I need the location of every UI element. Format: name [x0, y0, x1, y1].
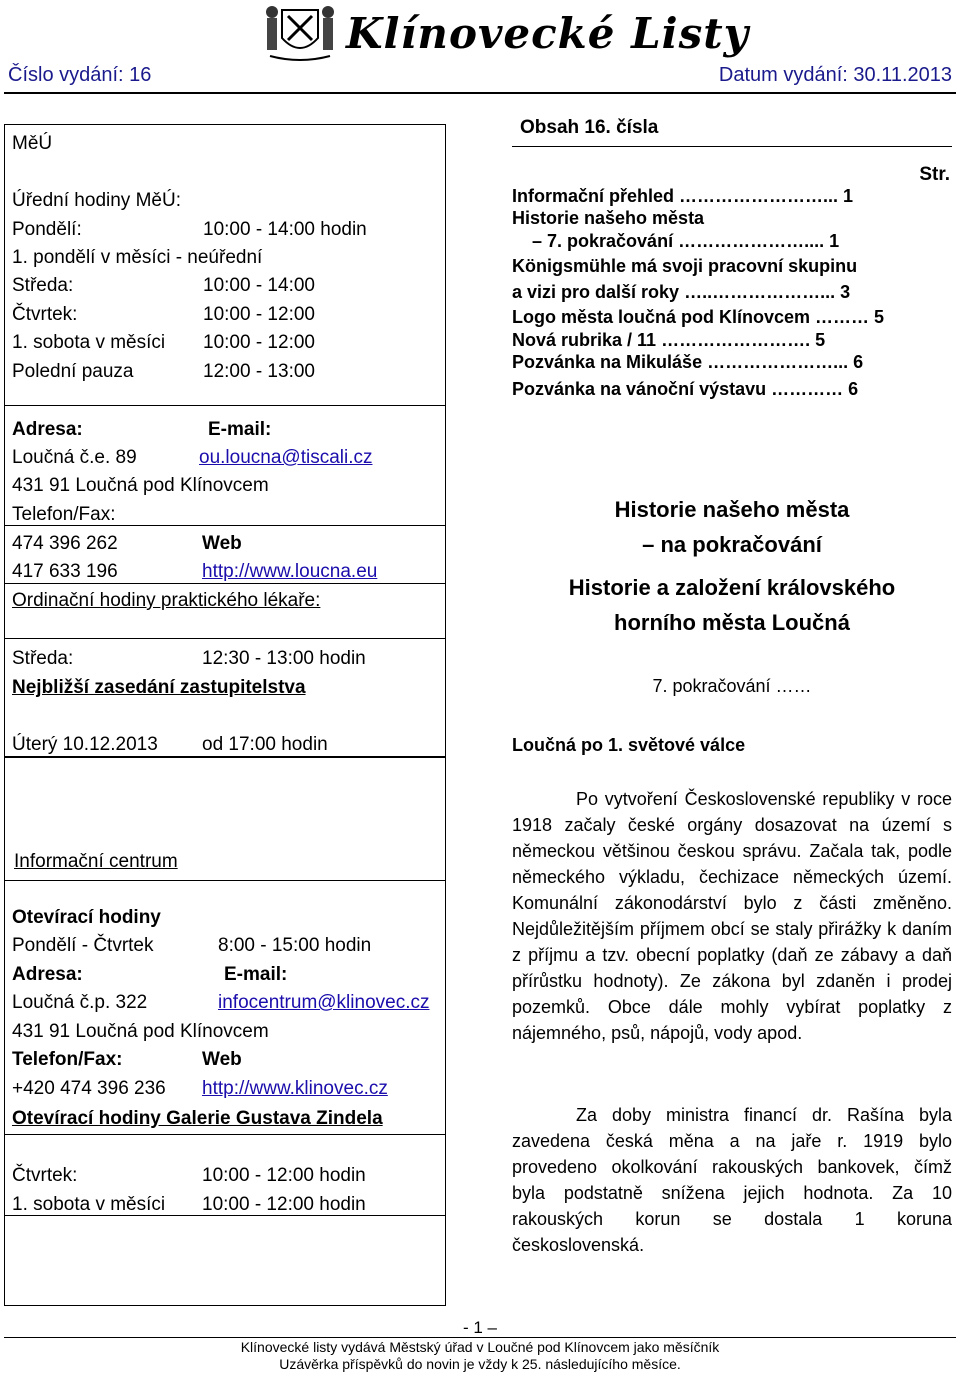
hours-time: 10:00 - 12:00	[203, 332, 315, 353]
info-email-label: E-mail:	[224, 964, 288, 985]
gallery-time: 10:00 - 12:00 hodin	[202, 1194, 366, 1215]
toc-title: Obsah 16. čísla	[520, 117, 659, 138]
gallery-day: Čtvrtek:	[12, 1165, 78, 1186]
office-hours-title: Úřední hodiny MěÚ:	[12, 190, 181, 211]
address-line2: 431 91 Loučná pod Klínovcem	[12, 475, 269, 496]
info-hours-title: Otevírací hodiny	[12, 907, 161, 928]
address-label: Adresa:	[12, 419, 83, 440]
web-link[interactable]: http://www.loucna.eu	[202, 561, 378, 582]
doctor-title: Ordinační hodiny praktického lékaře:	[12, 590, 321, 611]
info-email-link[interactable]: infocentrum@klinovec.cz	[218, 992, 430, 1013]
hours-day: Čtvrtek:	[12, 304, 78, 325]
footer-line: Klínovecké listy vydává Městský úřad v Loučné pod Klínovcem jako měsíčník	[240, 1339, 720, 1355]
info-phone-label: Telefon/Fax:	[12, 1049, 123, 1070]
hours-day: 1. sobota v měsíci	[12, 332, 166, 353]
toc-item[interactable]: Logo města loučná pod Klínovcem ……… 5	[512, 307, 885, 327]
article-heading: Historie našeho města	[614, 497, 850, 522]
gallery-time: 10:00 - 12:00 hodin	[202, 1165, 366, 1186]
phone1: 474 396 262	[12, 533, 118, 554]
issue-number: Číslo vydání: 16	[8, 64, 152, 86]
info-web-link[interactable]: http://www.klinovec.cz	[202, 1078, 388, 1099]
hours-day: Pondělí:	[12, 219, 82, 240]
header-rule	[4, 92, 956, 94]
toc-item[interactable]: Historie našeho města	[512, 208, 705, 228]
article-paragraph: Za doby ministra financí dr. Rašína byla zavedena česká měna a na jaře r. 1919 bylo provedeno okolkování rakouských bankovek, čímž byla podstatně snížena jejich hodnota. Za 10 rakouských korun se dostala 1 koruna československá.	[512, 1105, 952, 1255]
divider	[4, 525, 445, 526]
toc-item[interactable]: Informační přehled ……………………... 1	[512, 186, 854, 206]
article-subheading: horního města Loučná	[614, 610, 850, 635]
toc-item[interactable]: Pozvánka na Mikuláše …………………... 6	[512, 352, 864, 372]
coat-of-arms-logo	[262, 2, 338, 64]
doctor-day: Středa:	[12, 648, 74, 669]
toc-item[interactable]: Pozvánka na vánoční výstavu ………… 6	[512, 379, 859, 399]
hours-time: 12:00 - 13:00	[203, 361, 315, 382]
hours-time: 10:00 - 14:00 hodin	[203, 219, 367, 240]
article-paragraph: Po vytvoření Československé republiky v roce 1918 začaly české orgány dosazovat na území s německou většinou českou správu. Začala tak, podle německého výkladu, čechizace německých území. Komunální zákonodárství bylo z části změněno. Nejdůležitějším příjmem obcí se staly přirážky k daním z příjmu a tzv. obecní poplatky (daň ze zábavy a daň přírůstku hodnoty). Ze zákona byl zdaněn i prodej pozemků. Obce dále mohly vybírat poplatky z nájemného, psů, nápojů, vody apod.	[512, 789, 952, 1043]
address-line1: Loučná č.e. 89	[12, 447, 137, 468]
info-address-line2: 431 91 Loučná pod Klínovcem	[12, 1021, 269, 1042]
meeting-title: Nejbližší zasedání zastupitelstva	[12, 677, 306, 698]
page-number: - 1 –	[462, 1318, 498, 1337]
info-hours-day: Pondělí - Čtvrtek	[12, 935, 154, 956]
toc-item[interactable]: a vizi pro další roky …..………………... 3	[512, 282, 851, 302]
gallery-day: 1. sobota v měsíci	[12, 1194, 166, 1215]
article-subheading: Historie a založení královského	[568, 575, 896, 600]
hours-time: 10:00 - 12:00	[203, 304, 315, 325]
divider	[4, 638, 445, 639]
footer-rule	[4, 1337, 956, 1338]
divider	[4, 880, 445, 881]
toc-item[interactable]: Nová rubrika / 11 ……………………. 5	[512, 330, 826, 350]
doctor-time: 12:30 - 13:00 hodin	[202, 648, 366, 669]
divider	[4, 583, 445, 584]
phone2: 417 633 196	[12, 561, 118, 582]
toc-page-header: Str.	[919, 164, 950, 185]
newspaper-title: Klínovecké Listy	[346, 9, 750, 58]
toc-rule	[512, 146, 952, 147]
hours-day: Polední pauza	[12, 361, 134, 382]
email-link[interactable]: ou.loucna@tiscali.cz	[199, 447, 373, 468]
divider	[4, 1215, 445, 1216]
toc-item[interactable]: – 7. pokračování ………………….... 1	[532, 231, 840, 251]
meeting-date: Úterý 10.12.2013	[12, 734, 158, 755]
divider	[4, 1134, 445, 1135]
phone-label: Telefon/Fax:	[12, 504, 116, 525]
email-label: E-mail:	[208, 419, 272, 440]
info-title: Informační centrum	[14, 851, 178, 872]
info-hours-time: 8:00 - 15:00 hodin	[218, 935, 372, 956]
gallery-title: Otevírací hodiny Galerie Gustava Zindela	[12, 1108, 383, 1129]
meu-title: MěÚ	[12, 133, 53, 154]
info-phone: +420 474 396 236	[12, 1078, 166, 1099]
article-part: 7. pokračování ……	[652, 676, 812, 696]
toc-item[interactable]: Königsmühle má svoji pracovní skupinu	[512, 256, 858, 276]
issue-date: Datum vydání: 30.11.2013	[718, 64, 952, 86]
article-section-title: Loučná po 1. světové válce	[512, 735, 746, 755]
hours-day: 1. pondělí v měsíci - neúřední	[12, 247, 263, 268]
info-web-label: Web	[202, 1049, 242, 1070]
meeting-time: od 17:00 hodin	[202, 734, 328, 755]
article-heading: – na pokračování	[642, 532, 822, 557]
footer-line: Uzávěrka příspěvků do novin je vždy k 25. následujícího měsíce.	[279, 1356, 681, 1372]
divider	[4, 405, 445, 406]
info-address-line1: Loučná č.p. 322	[12, 992, 148, 1013]
info-address-label: Adresa:	[12, 964, 83, 985]
hours-time: 10:00 - 14:00	[203, 275, 315, 296]
hours-day: Středa:	[12, 275, 74, 296]
web-label: Web	[202, 533, 242, 554]
